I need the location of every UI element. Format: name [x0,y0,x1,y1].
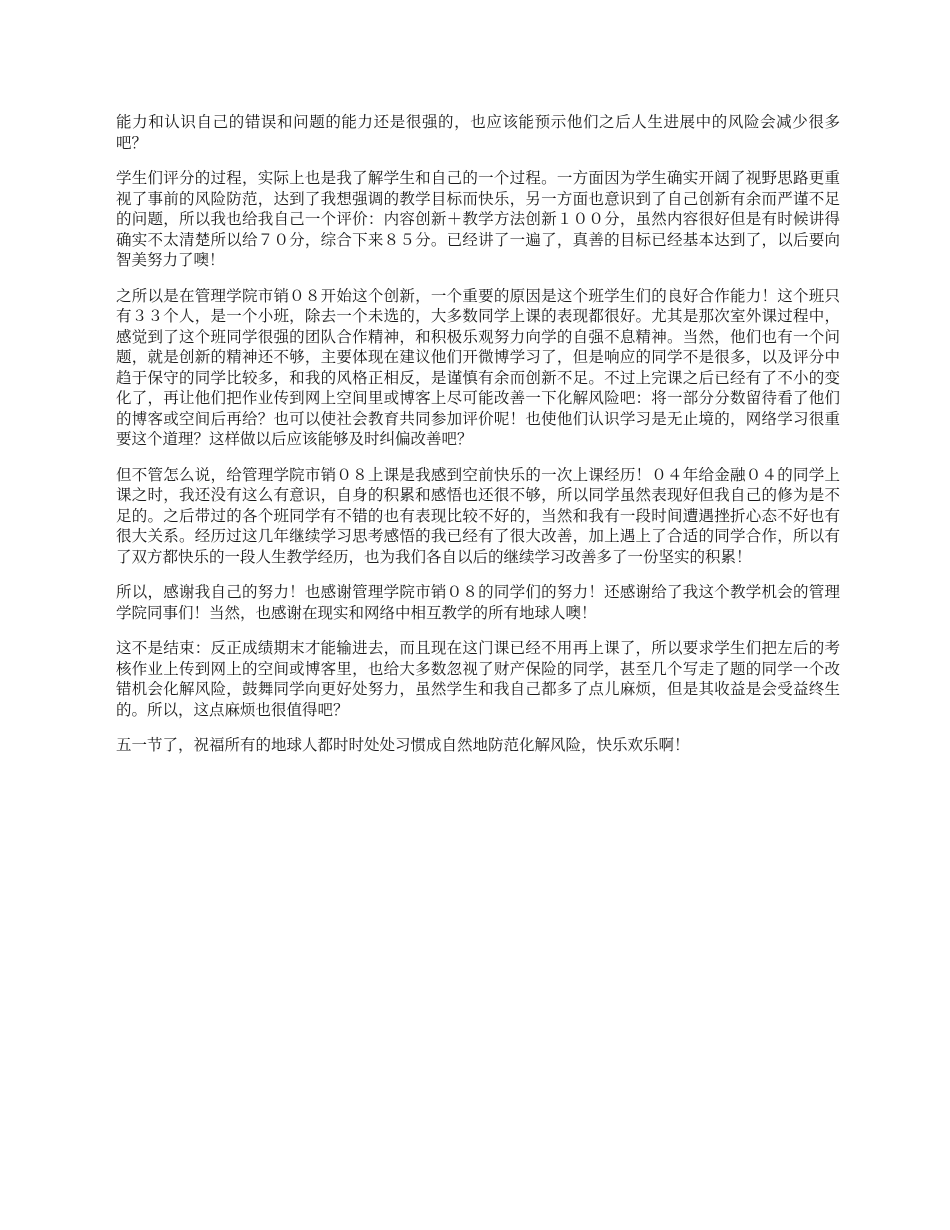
paragraph-6: 这不是结束：反正成绩期末才能输进去，而且现在这门课已经不用再上课了，所以要求学生们把左后的考核作业上传到网上的空间或博客里，也给大多数忽视了财产保险的同学，甚至几个写走了题的同学一个改错机会化解风险，鼓舞同学向更好处努力，虽然学生和我自己都多了点儿麻烦，但是其收益是会受益终生的。所以，这点麻烦也很值得吧？ [116,639,840,719]
document-body [116,112,840,771]
paragraph-7: 五一节了，祝福所有的地球人都时时处处习惯成自然地防范化解风险，快乐欢乐啊！ [116,736,690,754]
paragraph-1: 能力和认识自己的错误和问题的能力还是很强的，也应该能预示他们之后人生进展中的风险会减少很多吧？ [116,113,840,152]
paragraph-2: 学生们评分的过程，实际上也是我了解学生和自己的一个过程。一方面因为学生确实开阔了视野思路更重视了事前的风险防范，达到了我想强调的教学目标而快乐，另一方面也意识到了自己创新有余而严谨不足的问题，所以我也给我自己一个评价：内容创新＋教学方法创新１００分，虽然内容很好但是有时候讲得确实不太清楚所以给７０分，综合下来８５分。已经讲了一遍了，真善的目标已经基本达到了，以后要向智美努力了噢！ [116,169,840,269]
paragraph-5: 所以，感谢我自己的努力！也感谢管理学院市销０８的同学们的努力！还感谢给了我这个教学机会的管理学院同事们！当然，也感谢在现实和网络中相互教学的所有地球人噢！ [116,583,840,622]
paragraph-3: 之所以是在管理学院市销０８开始这个创新，一个重要的原因是这个班学生们的良好合作能力！这个班只有３３个人，是一个小班，除去一个未选的，大多数同学上课的表现都很好。尤其是那次室外课过程中，感觉到了这个班同学很强的团队合作精神，和积极乐观努力向学的自强不息精神。当然，他们也有一个问题，就是创新的精神还不够，主要体现在建议他们开微博学习了，但是响应的同学不是很多，以及评分中趋于保守的同学比较多，和我的风格正相反，是谨慎有余而创新不足。不过上完课之后已经有了不小的变化了，再让他们把作业传到网上空间里或博客上尽可能改善一下化解风险吧：将一部分分数留待看了他们的博客或空间后再给？也可以使社会教育共同参加评价呢！也使他们认识学习是无止境的，网络学习很重要这个道理？这样做以后应该能够及时纠偏改善吧？ [116,286,840,448]
paragraph-4: 但不管怎么说，给管理学院市销０８上课是我感到空前快乐的一次上课经历！０４年给金融０４的同学上课之时，我还没有这么有意识，自身的积累和感悟也还很不够，所以同学虽然表现好但我自己的修为是不足的。之后带过的各个班同学有不错的也有表现比较不好的，当然和我有一段时间遭遇挫折心态不好也有很大关系。经历过这几年继续学习思考感悟的我已经有了很大改善，加上遇上了合适的同学合作，所以有了双方都快乐的一段人生教学经历，也为我们各自以后的继续学习改善多了一份坚实的积累！ [116,465,840,566]
